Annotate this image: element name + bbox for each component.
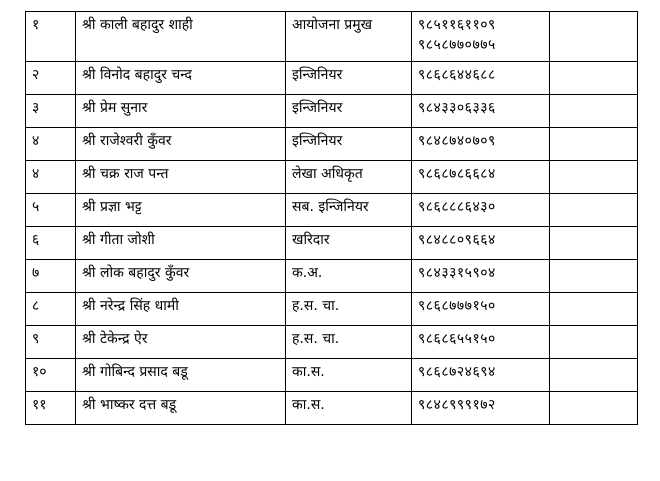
phone-cell bbox=[412, 260, 550, 293]
table-row bbox=[26, 260, 638, 293]
phone-cell bbox=[412, 194, 550, 227]
table-row bbox=[26, 128, 638, 161]
phone-number: ९८५८७७०७७५ bbox=[418, 37, 496, 53]
name-cell: श्री काली बहादुर शाही bbox=[76, 12, 286, 62]
designation-cell: आयोजना प्रमुख bbox=[286, 12, 412, 62]
phone-cell bbox=[412, 62, 550, 95]
designation-cell: ह.स. चा. bbox=[286, 326, 412, 359]
table-row bbox=[26, 359, 638, 392]
name-cell: श्री प्रज्ञा भट्ट bbox=[76, 194, 286, 227]
phone-cell bbox=[412, 227, 550, 260]
table-row bbox=[26, 227, 638, 260]
designation-cell: लेखा अधिकृत bbox=[286, 161, 412, 194]
phone-cell bbox=[412, 392, 550, 425]
phone-cell bbox=[412, 12, 550, 62]
empty-cell bbox=[550, 392, 638, 425]
empty-cell bbox=[550, 128, 638, 161]
empty-cell bbox=[550, 326, 638, 359]
designation-cell: इन्जिनियर bbox=[286, 128, 412, 161]
empty-cell bbox=[550, 95, 638, 128]
phone-number: ९८४८८०९६६४ bbox=[418, 232, 496, 248]
phone-number: ९८६८८८६४३० bbox=[418, 199, 496, 215]
designation-cell: इन्जिनियर bbox=[286, 95, 412, 128]
phone-number: ९८६८७८६६८४ bbox=[418, 166, 496, 182]
phone-number: ९८४८७४०७०९ bbox=[418, 133, 496, 149]
serial-number-cell: ४ bbox=[26, 161, 76, 194]
serial-number-cell: ३ bbox=[26, 95, 76, 128]
phone-number: ९८६८७७७१५० bbox=[418, 298, 496, 314]
name-cell: श्री नरेन्द्र सिंह धामी bbox=[76, 293, 286, 326]
phone-number: ९८६८७२४६९४ bbox=[418, 364, 496, 380]
serial-number-cell: ४ bbox=[26, 128, 76, 161]
empty-cell bbox=[550, 227, 638, 260]
table-row bbox=[26, 62, 638, 95]
name-cell: श्री चक्र राज पन्त bbox=[76, 161, 286, 194]
name-cell: श्री टेकेन्द्र ऐर bbox=[76, 326, 286, 359]
phone-number: ९८५११६११०९ bbox=[418, 17, 496, 33]
serial-number-cell: १० bbox=[26, 359, 76, 392]
serial-number-cell: ११ bbox=[26, 392, 76, 425]
phone-number: ९८६८६५५१५० bbox=[418, 331, 496, 347]
phone-cell bbox=[412, 128, 550, 161]
empty-cell bbox=[550, 194, 638, 227]
table-row bbox=[26, 161, 638, 194]
serial-number-cell: ७ bbox=[26, 260, 76, 293]
phone-number: ९८४३३१५९०४ bbox=[418, 265, 496, 281]
staff-contact-table bbox=[25, 11, 638, 425]
designation-cell: का.स. bbox=[286, 392, 412, 425]
name-cell: श्री राजेश्वरी कुँवर bbox=[76, 128, 286, 161]
phone-number: ९८६८६४४६८८ bbox=[418, 67, 496, 83]
staff-table-body bbox=[26, 12, 638, 425]
designation-cell: ह.स. चा. bbox=[286, 293, 412, 326]
name-cell: श्री गोबिन्द प्रसाद बडू bbox=[76, 359, 286, 392]
phone-cell bbox=[412, 359, 550, 392]
designation-cell: क.अ. bbox=[286, 260, 412, 293]
phone-number: ९८४३३०६३३६ bbox=[418, 100, 496, 116]
phone-cell bbox=[412, 293, 550, 326]
table-row bbox=[26, 95, 638, 128]
designation-cell: का.स. bbox=[286, 359, 412, 392]
serial-number-cell: ६ bbox=[26, 227, 76, 260]
empty-cell bbox=[550, 359, 638, 392]
phone-cell bbox=[412, 95, 550, 128]
name-cell: श्री भाष्कर दत्त बडू bbox=[76, 392, 286, 425]
empty-cell bbox=[550, 62, 638, 95]
designation-cell: खरिदार bbox=[286, 227, 412, 260]
name-cell: श्री विनोद बहादुर चन्द bbox=[76, 62, 286, 95]
serial-number-cell: ९ bbox=[26, 326, 76, 359]
phone-cell bbox=[412, 161, 550, 194]
empty-cell bbox=[550, 260, 638, 293]
serial-number-cell: ५ bbox=[26, 194, 76, 227]
empty-cell bbox=[550, 161, 638, 194]
designation-cell: सब. इन्जिनियर bbox=[286, 194, 412, 227]
table-row bbox=[26, 12, 638, 62]
designation-cell: इन्जिनियर bbox=[286, 62, 412, 95]
table-row bbox=[26, 392, 638, 425]
serial-number-cell: २ bbox=[26, 62, 76, 95]
empty-cell bbox=[550, 12, 638, 62]
table-row bbox=[26, 326, 638, 359]
phone-cell bbox=[412, 326, 550, 359]
serial-number-cell: ८ bbox=[26, 293, 76, 326]
name-cell: श्री लोक बहादुर कुँवर bbox=[76, 260, 286, 293]
phone-number: ९८४८९९९१७२ bbox=[418, 397, 496, 413]
name-cell: श्री प्रेम सुनार bbox=[76, 95, 286, 128]
empty-cell bbox=[550, 293, 638, 326]
table-row bbox=[26, 194, 638, 227]
name-cell: श्री गीता जोशी bbox=[76, 227, 286, 260]
table-row bbox=[26, 293, 638, 326]
serial-number-cell: १ bbox=[26, 12, 76, 62]
